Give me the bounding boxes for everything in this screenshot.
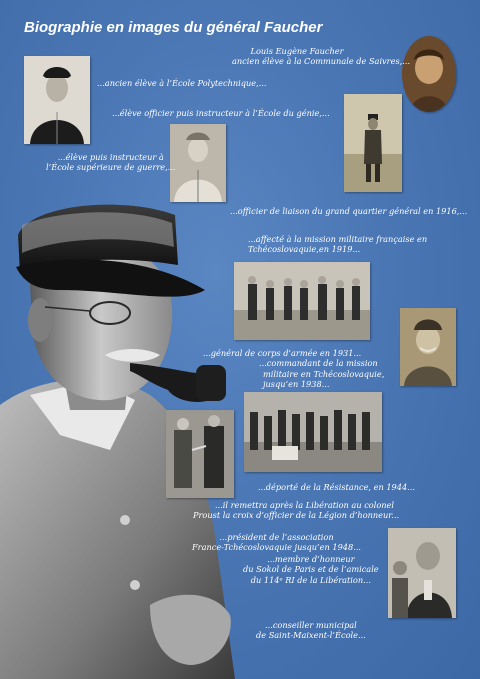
photo-officer-standing [344,94,402,192]
caption-childhood: Louis Eugène Faucher ancien élève à la Communale de Saivres,... [232,46,411,67]
photo-polytechnique-uniform [24,56,90,144]
caption-ecole-genie: ...élève officier puis instructeur à l’École du génie,... [112,108,330,118]
caption-sokol-member: ...membre d’honneur du Sokol de Paris et de l’amicale du 114ᵉ RI de la Libération... [243,554,379,585]
caption-deportation: ...déporté de la Résistance, en 1944... [258,482,415,492]
photo-elderly-general [388,528,456,618]
caption-mission-1919: ...affecté à la mission militaire française en Tchécoslovaquie,en 1919... [248,234,428,255]
caption-general-1931: ...général de corps d’armée en 1931... ...commandant de la mission militaire en Tchécoslovaquie, jusqu’en 1938... [203,348,385,389]
caption-polytechnique: ...ancien élève à l’École Polytechnique,... [97,78,267,88]
photo-general-portrait [400,308,456,386]
caption-municipal-councillor: ...conseiller municipal de Saint-Maixent-l’École... [256,620,366,641]
caption-liaison-officer: ...officier de liaison du grand quartier général en 1916,... [230,206,468,216]
photo-commemoration-crowd [244,392,382,472]
photo-officer-seated [170,124,226,202]
caption-ecole-guerre: ...élève puis instructeur à l’École supérieure de guerre,... [46,152,176,173]
photo-military-mission-group [234,262,370,340]
caption-association-president: ...président de l’association France-Tchécoslovaquie jusqu’en 1948... [192,532,362,553]
caption-legion-honneur: ...il remettra après la Libération au colonel Proust la croix d’officier de la Légion d’honneur... [193,500,400,521]
photo-child-portrait [402,36,456,112]
photo-medal-ceremony [166,410,234,498]
page-title: Biographie en images du général Faucher [24,19,323,36]
